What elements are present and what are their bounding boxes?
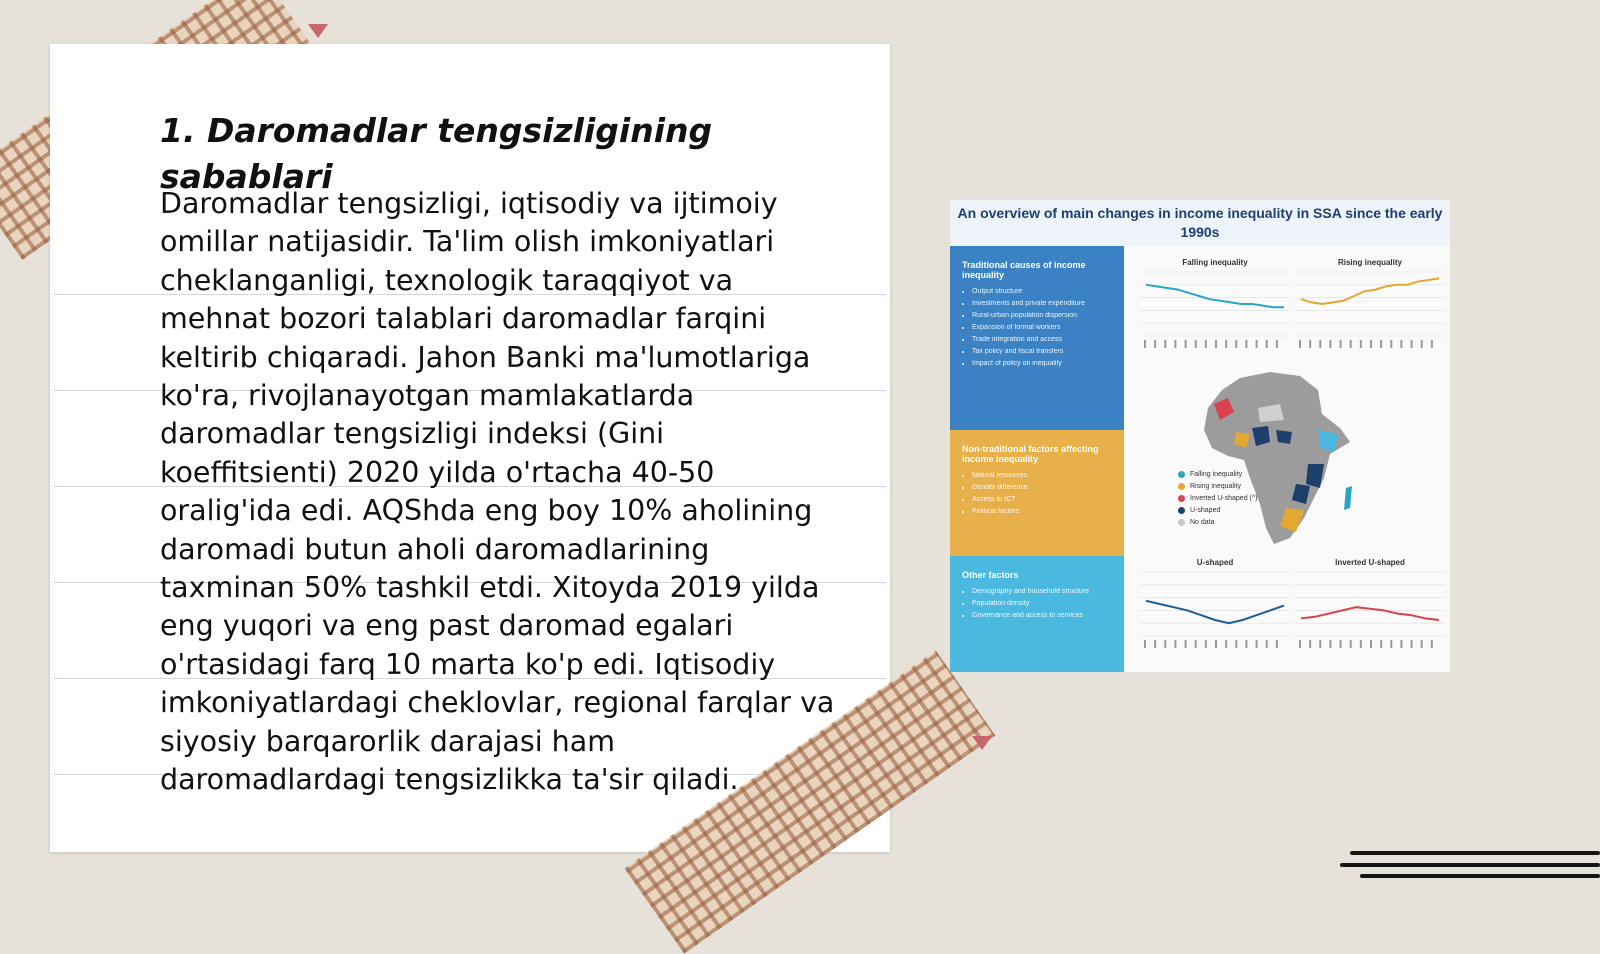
list-item: • Demography and household structure	[972, 586, 1114, 598]
rising-inequality-chart	[1295, 272, 1445, 348]
x-tick-mark	[1164, 340, 1166, 348]
x-tick-mark	[1309, 640, 1311, 648]
x-tick-mark	[1350, 640, 1352, 648]
x-tick-mark	[1400, 640, 1402, 648]
other-factors-heading: Other factors	[962, 570, 1019, 580]
x-tick-mark	[1431, 640, 1433, 648]
legend-dot	[1178, 519, 1185, 526]
legend-dot	[1178, 507, 1185, 514]
legend-label: Inverted U-shaped (^)	[1190, 494, 1258, 502]
x-tick-mark	[1299, 640, 1301, 648]
inverted-chart-title: Inverted U-shaped	[1335, 558, 1405, 567]
x-tick-mark	[1340, 340, 1342, 348]
x-tick-mark	[1185, 640, 1187, 648]
list-item: • Gender difference	[972, 482, 1114, 494]
x-tick-mark	[1144, 640, 1146, 648]
x-tick-mark	[1350, 340, 1352, 348]
infographic-title: An overview of main changes in income inequality in SSA since the early 1990s	[950, 200, 1450, 246]
x-tick-mark	[1370, 640, 1372, 648]
x-tick-mark	[1319, 340, 1321, 348]
x-tick-mark	[1329, 340, 1331, 348]
x-tick-mark	[1319, 640, 1321, 648]
x-tick-mark	[1235, 640, 1237, 648]
list-item: • Impact of policy on inequality	[972, 358, 1114, 370]
legend-label: No data	[1190, 518, 1215, 526]
infographic-image	[950, 200, 1450, 672]
x-tick-mark	[1185, 340, 1187, 348]
list-item: • Trade integration and access	[972, 334, 1114, 346]
x-tick-mark	[1411, 340, 1413, 348]
legend-item-nodata	[1178, 516, 1257, 528]
legend-label: U-shaped	[1190, 506, 1221, 514]
falling-inequality-chart	[1140, 272, 1290, 348]
legend-item-falling	[1178, 468, 1257, 480]
x-tick-mark	[1256, 640, 1258, 648]
x-tick-mark	[1154, 640, 1156, 648]
tape-tab	[972, 736, 992, 750]
x-tick-mark	[1195, 640, 1197, 648]
x-tick-mark	[1215, 340, 1217, 348]
x-tick-mark	[1309, 340, 1311, 348]
x-tick-mark	[1400, 340, 1402, 348]
list-item: • Governance and access to services	[972, 610, 1114, 622]
list-item: • Access to ICT	[972, 494, 1114, 506]
brush-stroke	[1360, 874, 1600, 878]
traditional-causes-heading: Traditional causes of income inequality	[962, 260, 1086, 280]
legend-label: Falling inequality	[1190, 470, 1243, 478]
list-item: • Investments and private expenditure	[972, 298, 1114, 310]
x-tick-mark	[1266, 340, 1268, 348]
x-tick-mark	[1370, 340, 1372, 348]
x-tick-mark	[1195, 340, 1197, 348]
list-item: • Expansion of formal workers	[972, 322, 1114, 334]
list-item: • Political factors	[972, 506, 1114, 518]
x-tick-mark	[1245, 340, 1247, 348]
x-tick-mark	[1360, 640, 1362, 648]
x-tick-mark	[1276, 640, 1278, 648]
x-tick-mark	[1174, 340, 1176, 348]
x-tick-mark	[1380, 340, 1382, 348]
falling-chart-title: Falling inequality	[1182, 258, 1248, 267]
tape-tab	[308, 24, 328, 38]
x-tick-mark	[1421, 640, 1423, 648]
legend-item-rising	[1178, 480, 1257, 492]
x-tick-mark	[1174, 640, 1176, 648]
x-tick-mark	[1276, 340, 1278, 348]
list-item: • Output structure	[972, 286, 1114, 298]
non-traditional-heading: Non-traditional factors affecting income inequality	[962, 444, 1099, 464]
legend-label: Rising inequality	[1190, 482, 1241, 490]
slide-title: 1. Daromadlar tengsizligining sabablari	[160, 111, 713, 196]
x-tick-mark	[1266, 640, 1268, 648]
rising-chart-title: Rising inequality	[1337, 258, 1402, 267]
slide-body-text: Daromadlar tengsizligi, iqtisodiy va ijtimoiy omillar natijasidir. Ta'lim olish imkoniyatlari cheklanganligi, texnologik taraqqiyot va mehnat bozori talablari daromadlar farqini keltirib chiqaradi. Jahon Banki ma'lumotlariga ko'ra, rivojlanayotgan mamlakatlarda daromadlar tengsizligi indeksi (Gini koeffitsienti) 2020 yilda o'rtacha 40-50 oralig'ida edi. AQShda eng boy 10% aholining daromadi butun aholi daromadlarining taxminan 50% tashkil etdi. Xitoyda 2019 yilda eng yuqori va eng past daromad egalari o'rtasidagi farq 10 marta ko'p edi. Iqtisodiy imkoniyatlardagi cheklovlar, regional farqlar va siyosiy barqarorlik darajasi ham daromadlardagi tengsizlikka ta'sir qiladi.	[160, 187, 835, 797]
map-legend	[1178, 468, 1257, 528]
list-item: • Rural-urban population dispersion	[972, 310, 1114, 322]
x-tick-mark	[1154, 340, 1156, 348]
ushaped-chart	[1140, 572, 1290, 648]
list-item: • Natural resources	[972, 470, 1114, 482]
x-tick-mark	[1164, 640, 1166, 648]
x-tick-mark	[1245, 640, 1247, 648]
x-tick-mark	[1421, 340, 1423, 348]
legend-dot	[1178, 483, 1185, 490]
x-tick-mark	[1225, 640, 1227, 648]
x-tick-mark	[1225, 340, 1227, 348]
x-tick-mark	[1340, 640, 1342, 648]
x-tick-mark	[1256, 340, 1258, 348]
inverted-ushaped-chart	[1295, 572, 1445, 648]
x-tick-mark	[1235, 340, 1237, 348]
ushaped-chart-title: U-shaped	[1196, 558, 1234, 567]
list-item: • Tax policy and fiscal transfers	[972, 346, 1114, 358]
x-tick-mark	[1205, 640, 1207, 648]
falling-series-line	[1146, 285, 1284, 307]
brush-stroke	[1340, 863, 1600, 867]
x-tick-mark	[1299, 340, 1301, 348]
x-tick-mark	[1390, 640, 1392, 648]
legend-dot	[1178, 495, 1185, 502]
x-tick-mark	[1144, 340, 1146, 348]
inverted-series-line	[1301, 607, 1439, 620]
legend-dot	[1178, 471, 1185, 478]
legend-item-ushaped	[1178, 504, 1257, 516]
brush-stroke	[1350, 851, 1600, 855]
x-tick-mark	[1380, 640, 1382, 648]
infographic-graphics	[950, 200, 1450, 672]
x-tick-mark	[1390, 340, 1392, 348]
legend-item-inverted	[1178, 492, 1257, 504]
x-tick-mark	[1329, 640, 1331, 648]
x-tick-mark	[1360, 340, 1362, 348]
rising-series-line	[1301, 278, 1439, 304]
x-tick-mark	[1215, 640, 1217, 648]
ushaped-series-line	[1146, 601, 1284, 623]
x-tick-mark	[1411, 640, 1413, 648]
x-tick-mark	[1205, 340, 1207, 348]
x-tick-mark	[1431, 340, 1433, 348]
list-item: • Population density	[972, 598, 1114, 610]
